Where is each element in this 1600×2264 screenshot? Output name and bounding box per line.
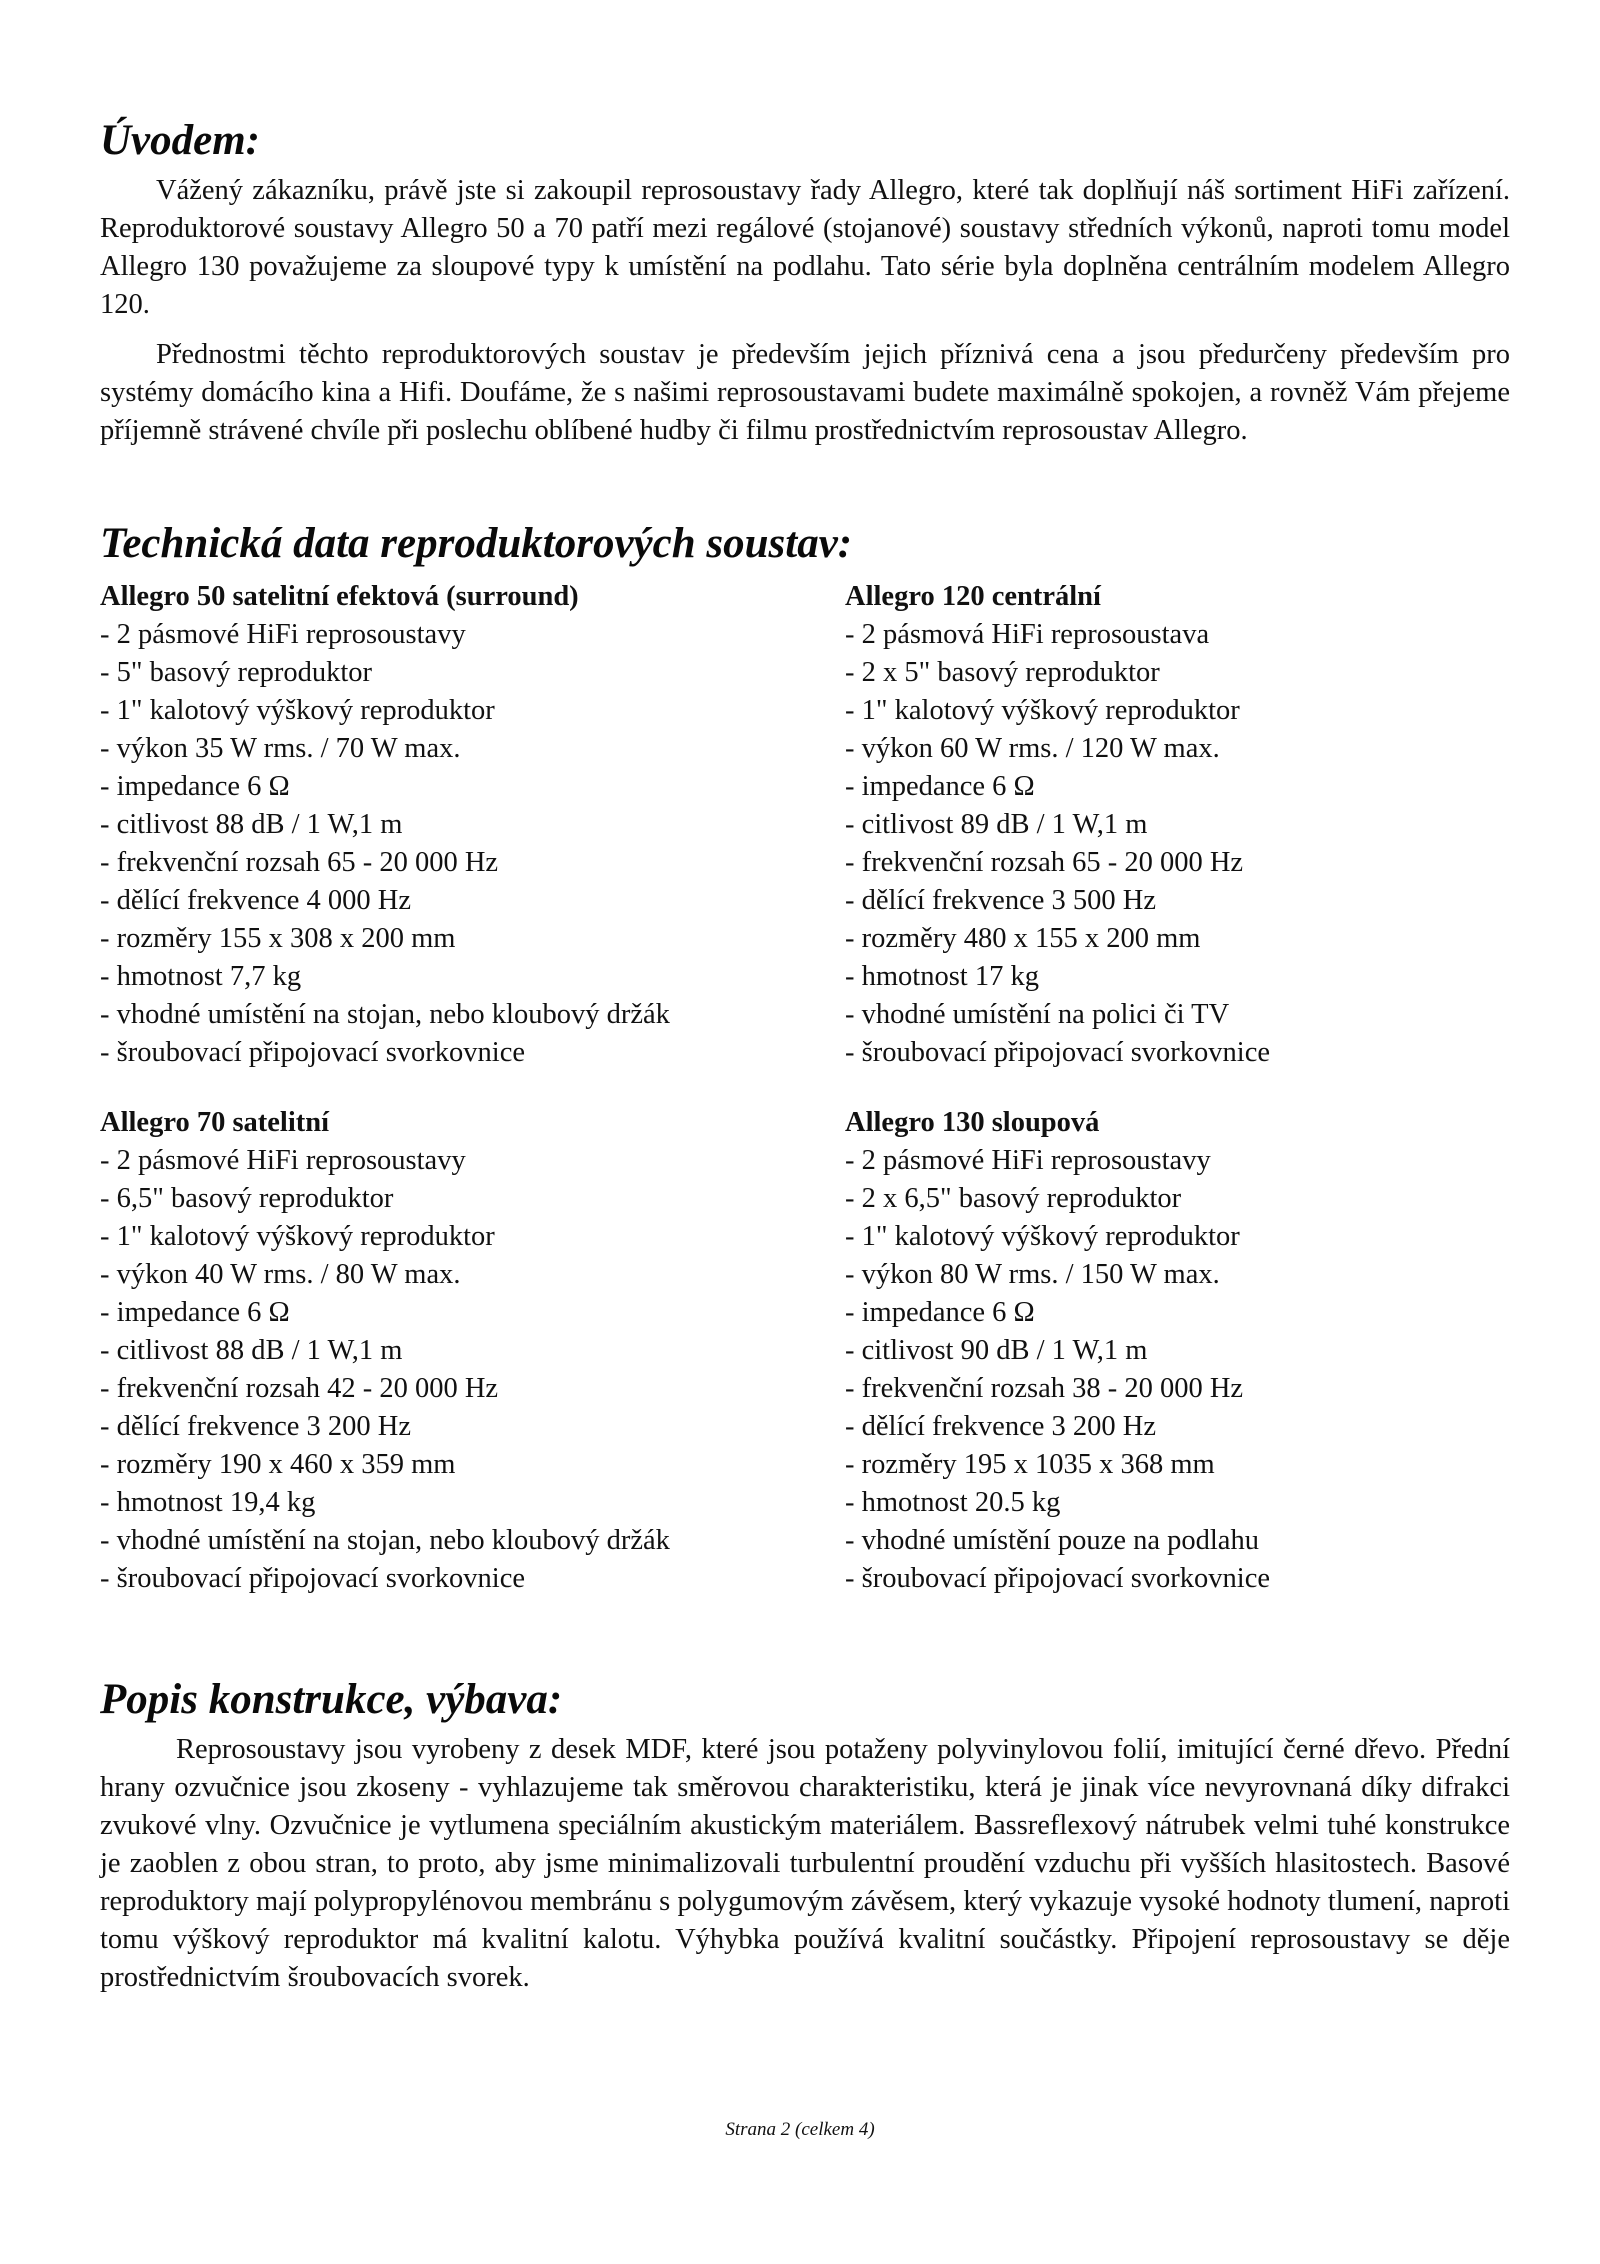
model-allegro-50 [100, 578, 820, 1072]
spec-item: - dělící frekvence 3 200 Hz [100, 1411, 411, 1442]
spec-list [100, 1142, 820, 1598]
spec-item: - impedance 6 Ω [100, 1297, 290, 1328]
model-allegro-120 [845, 578, 1545, 1072]
spec-item: - frekvenční rozsah 38 - 20 000 Hz [845, 1373, 1244, 1404]
spec-item: - rozměry 155 x 308 x 200 mm [100, 923, 456, 954]
spec-item: - vhodné umístění na stojan, nebo kloubový držák [100, 1525, 670, 1556]
spec-item: - vhodné umístění na polici či TV [845, 999, 1230, 1030]
model-title: Allegro 120 centrální [845, 581, 1101, 612]
spec-item: - impedance 6 Ω [100, 771, 290, 802]
spec-item: - šroubovací připojovací svorkovnice [100, 1037, 526, 1068]
spec-item: - 1" kalotový výškový reproduktor [100, 1221, 495, 1252]
spec-item: - hmotnost 17 kg [845, 961, 1039, 992]
page-footer: Strana 2 (celkem 4) [725, 2119, 875, 2140]
spec-item: - 2 x 5" basový reproduktor [845, 657, 1160, 688]
spec-item: - 5" basový reproduktor [100, 657, 373, 688]
model-title: Allegro 70 satelitní [100, 1107, 330, 1138]
spec-item: - dělící frekvence 4 000 Hz [100, 885, 411, 916]
spec-item: - rozměry 480 x 155 x 200 mm [845, 923, 1201, 954]
spec-item: - výkon 40 W rms. / 80 W max. [100, 1259, 461, 1290]
spec-item: - rozměry 190 x 460 x 359 mm [100, 1449, 456, 1480]
spec-item: - 1" kalotový výškový reproduktor [845, 695, 1240, 726]
model-allegro-130 [845, 1104, 1545, 1598]
spec-list [845, 616, 1545, 1072]
spec-item: - dělící frekvence 3 200 Hz [845, 1411, 1156, 1442]
model-allegro-70 [100, 1104, 820, 1598]
spec-item: - frekvenční rozsah 42 - 20 000 Hz [100, 1373, 499, 1404]
spec-item: - impedance 6 Ω [845, 771, 1035, 802]
spec-list [845, 1142, 1545, 1598]
spec-item: - 2 pásmové HiFi reprosoustavy [100, 619, 466, 650]
spec-item: - frekvenční rozsah 65 - 20 000 Hz [845, 847, 1244, 878]
spec-item: - šroubovací připojovací svorkovnice [845, 1037, 1271, 1068]
spec-item: - 2 pásmové HiFi reprosoustavy [845, 1145, 1211, 1176]
spec-item: - citlivost 89 dB / 1 W,1 m [845, 809, 1148, 840]
tech-heading: Technická data reproduktorových soustav: [100, 520, 853, 567]
spec-item: - citlivost 88 dB / 1 W,1 m [100, 1335, 403, 1366]
spec-item: - hmotnost 7,7 kg [100, 961, 302, 992]
model-title: Allegro 50 satelitní efektová (surround) [100, 581, 579, 612]
model-title: Allegro 130 sloupová [845, 1107, 1100, 1138]
spec-item: - hmotnost 19,4 kg [100, 1487, 316, 1518]
spec-item: - frekvenční rozsah 65 - 20 000 Hz [100, 847, 499, 878]
spec-item: - výkon 35 W rms. / 70 W max. [100, 733, 461, 764]
spec-item: - impedance 6 Ω [845, 1297, 1035, 1328]
spec-item: - citlivost 90 dB / 1 W,1 m [845, 1335, 1148, 1366]
spec-item: - rozměry 195 x 1035 x 368 mm [845, 1449, 1215, 1480]
spec-item: - dělící frekvence 3 500 Hz [845, 885, 1156, 916]
spec-item: - citlivost 88 dB / 1 W,1 m [100, 809, 403, 840]
spec-item: - 2 pásmová HiFi reprosoustava [845, 619, 1210, 650]
spec-list [100, 616, 820, 1072]
spec-item: - 1" kalotový výškový reproduktor [845, 1221, 1240, 1252]
spec-item: - 1" kalotový výškový reproduktor [100, 695, 495, 726]
intro-heading: Úvodem: [100, 117, 260, 164]
spec-item: - 6,5" basový reproduktor [100, 1183, 394, 1214]
spec-item: - výkon 80 W rms. / 150 W max. [845, 1259, 1220, 1290]
construction-heading: Popis konstrukce, výbava: [100, 1676, 563, 1723]
construction-paragraph: Reprosoustavy jsou vyrobeny z desek MDF, které jsou potaženy polyvinylovou folií, imitující černé dřevo. Přední hrany ozvučnice jsou zkoseny - vyhlazujeme tak směrovou charakteristiku, která je jinak více nevyrovnaná díky difrakci zvukové vlny. Ozvučnice je vytlumena speciálním akustickým materiálem. Bassreflexový nátrubek velmi tuhé konstrukce je zaoblen z obou stran, to proto, aby jsme minimalizovali turbulentní proudění vzduchu při vyšších hlasitostech. Basové reproduktory mají polypropylénovou membránu s polygumovým závěsem, který vykazuje vysoké hodnoty tlumení, naproti tomu výškový reproduktor má kvalitní kalotu. Výhybka používá kvalitní součástky. Připojení reprosoustavy se děje prostřednictvím šroubovacích svorek. [100, 1734, 1510, 1993]
spec-item: - 2 pásmové HiFi reprosoustavy [100, 1145, 466, 1176]
intro-paragraph-1: Vážený zákazníku, právě jste si zakoupil reprosoustavy řady Allegro, které tak doplňují náš sortiment HiFi zařízení. Reproduktorové soustavy Allegro 50 a 70 patří mezi regálové (stojanové) soustavy středních výkonů, naproti tomu model Allegro 130 považujeme za sloupové typy k umístění na podlahu. Tato série byla doplněna centrálním modelem Allegro 120. [100, 175, 1510, 320]
spec-item: - 2 x 6,5" basový reproduktor [845, 1183, 1182, 1214]
intro-paragraph-2: Přednostmi těchto reproduktorových soustav je především jejich příznivá cena a jsou předurčeny především pro systémy domácího kina a Hifi. Doufáme, že s našimi reprosoustavami budete maximálně spokojen, a rovněž Vám přejeme příjemně strávené chvíle při poslechu oblíbené hudby či filmu prostřednictvím reprosoustav Allegro. [100, 339, 1510, 446]
spec-item: - vhodné umístění pouze na podlahu [845, 1525, 1259, 1556]
spec-item: - hmotnost 20.5 kg [845, 1487, 1061, 1518]
spec-item: - výkon 60 W rms. / 120 W max. [845, 733, 1220, 764]
spec-item: - šroubovací připojovací svorkovnice [100, 1563, 526, 1594]
spec-item: - šroubovací připojovací svorkovnice [845, 1563, 1271, 1594]
spec-item: - vhodné umístění na stojan, nebo kloubový držák [100, 999, 670, 1030]
